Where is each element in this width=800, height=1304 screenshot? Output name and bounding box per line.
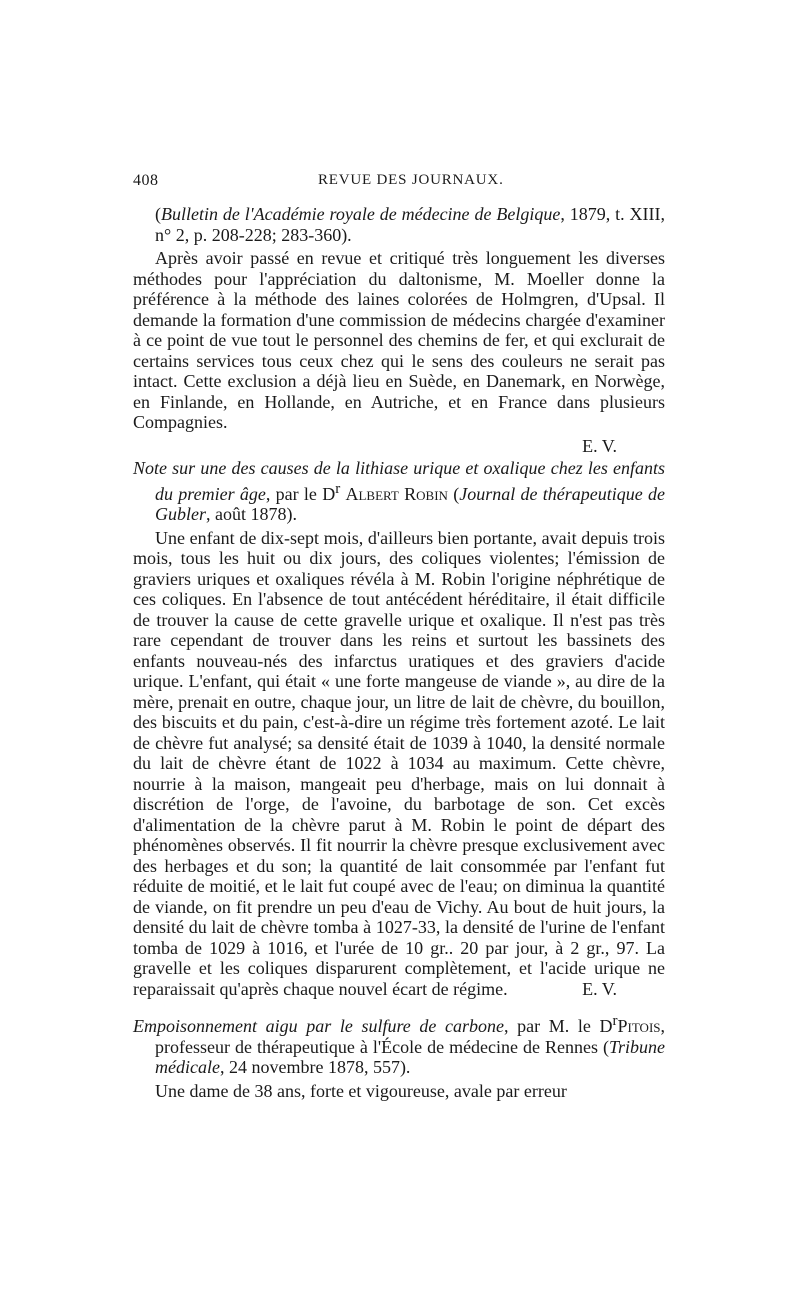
article2-signature: E. V. [582, 978, 617, 999]
article1-reference-volume: t. XIII, n° 2, p. 208-228; 283-360). [155, 204, 666, 245]
page-number: 408 [133, 172, 159, 189]
running-head [133, 172, 665, 196]
article3-title-doctor-sup: r [612, 1013, 618, 1029]
article1-journal-title: Bulletin de l'Académie royale de médecine de Belgique [161, 204, 561, 224]
article3-title-rest: , professeur de thérapeutique à l'École de médecine de Rennes ( [155, 1016, 666, 1057]
article2-title-by: , par le D [265, 483, 336, 504]
article3-title [133, 1011, 665, 1078]
article3-title-by: , par M. le D [504, 1016, 613, 1036]
article2-body [133, 528, 665, 1000]
article1-reference-year: , 1879, [560, 204, 611, 224]
article2-author: Albert Robin [345, 483, 448, 504]
article3-body: Une dame de 38 ans, forte et vigoureuse, avale par erreur [155, 1080, 567, 1101]
article2-title [133, 458, 665, 525]
article2-title-text: Note sur une des causes de la lithiase urique et oxalique chez les enfants du premier âge [133, 458, 665, 504]
article3-title-text: Empoisonnement aigu par le sulfure de carbone [133, 1016, 505, 1036]
article2-title-doctor-sup: r [335, 480, 341, 497]
running-title: REVUE DES JOURNAUX. [318, 172, 504, 188]
text-block [133, 204, 665, 1104]
article3-source-date: , 24 novembre 1878, 557). [219, 1057, 411, 1077]
article2-body-text: Une enfant de dix-sept mois, d'ailleurs bien portante, avait depuis trois mois, tous les huit ou dix jours, des coliques violentes; l'émission de graviers uriques et oxaliques révéla à M. Robin l'origine néphrétique de ces coliques. En l'absence de tout antécédent héréditaire, il était difficile de trouver la cause de cette gravelle urique et oxalique. Il n'est pas très rare cependant de trouver dans les reins et surtout les bassinets des enfants nouveau-nés des infarctus uratiques et des graviers d'acide urique. L'enfant, qui était « une forte mangeuse de viande », au dire de la mère, prenait en outre, chaque jour, un litre de lait de chèvre, du bouillon, des biscuits et du pain, c'est-à-dire un régime très fortement azoté. Le lait de chèvre fut analysé; sa densité était de 1039 à 1040, la densité normale du lait de chèvre étant de 1022 à 1034 au maximum. Cette chèvre, nourrie à la maison, mangeait peu d'herbage, mais on lui donnait à discrétion de l'orge, de l'avoine, du barbotage de son. Cet excès d'alimentation de la chèvre parut à M. Robin le point de départ des phénomènes observés. Il fit nourrir la chèvre presque exclusivement avec des herbages et du son; la quantité de lait consommée par l'enfant fut réduite de moitié, et le lait fut coupé avec de l'eau; on diminua la quantité de viande, on fit prendre un peu d'eau de Vichy. Au bout de huit jours, la densité du lait de chèvre tomba à 1027-33, la densité de l'urine de l'enfant tomba de 1029 à 1016, et l'urée de 10 gr.. 20 par jour, à 2 gr., 97. La gravelle et les coliques disparurent complètement, et l'acide urique ne reparaissait qu'après chaque nouvel écart de régime. [133, 527, 665, 999]
article1-body: Après avoir passé en revue et critiqué très longuement les diverses méthodes pour l'appréciation du daltonisme, M. Moeller donne la préférence à la méthode des laines colorées de Holmgren, d'Upsal. Il demande la formation d'une commission de médecins chargée d'examiner à ce point de vue tout le personnel des chemins de fer, et qui exclurait de certains services tous ceux chez qui le sens des couleurs ne serait pas intact. Cette exclusion a déjà lieu en Suède, en Danemark, en Norwège, en Finlande, en Hollande, en Autriche, et en France dans plusieurs Compagnies. [133, 248, 665, 432]
article2-source-date: , août 1878). [206, 504, 297, 524]
section-spacer [133, 1002, 665, 1010]
article1-signature: E. V. [582, 435, 617, 456]
article2-source-journal: Journal de thérapeutique de Gubler [155, 483, 665, 524]
article3-source-journal: Tribune médicale [155, 1036, 665, 1077]
article2-source-open: ( [447, 483, 460, 504]
article1-reference: (Bulletin de l'Académie royale de médecine de Belgique, 1879, t. XIII, n° 2, p. 208-228; 283-360). [155, 204, 666, 245]
article3-author: Pitois [617, 1016, 661, 1036]
